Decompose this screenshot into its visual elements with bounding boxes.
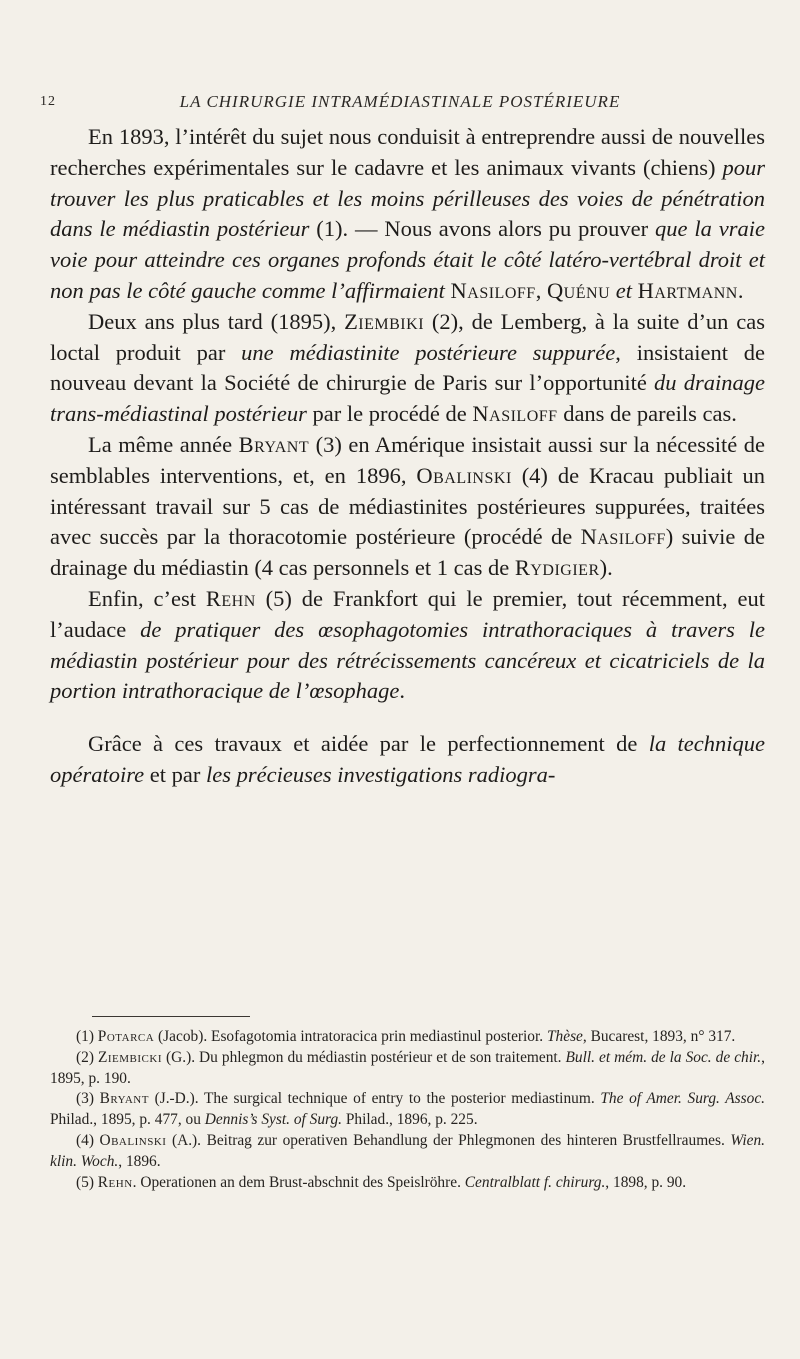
text: , 1896. — [118, 1152, 161, 1170]
italic-text: et — [615, 277, 632, 303]
paragraph-1 — [50, 122, 765, 307]
footnote-number: (1) — [76, 1028, 98, 1045]
text: , Bucarest, 1893, n° 317. — [582, 1028, 736, 1045]
italic-text: une médiastinite postérieure suppurée — [241, 339, 616, 365]
text: (5) de Frankfort qui le premier, tout récemment, eut l’audace — [50, 585, 765, 642]
text: Enfin, c’est — [88, 585, 206, 611]
text: dans de pareils cas. — [557, 401, 737, 427]
author-name: Ziembiki — [344, 308, 425, 334]
text: , insistaient de nouveau devant la Société de chirurgie de Paris sur l’opportunité — [50, 339, 765, 396]
text: et par — [144, 761, 206, 787]
author-name: Nasiloff — [580, 524, 666, 550]
footnote-divider — [92, 1016, 250, 1017]
italic-text: Thèse — [546, 1028, 583, 1045]
running-header — [40, 88, 760, 118]
italic-text: que la vraie voie pour atteindre ces organes profonds était le côté latéro-vertébral droit et non pas le côté gauche comme l’affirmaient — [50, 216, 765, 303]
footnote-3 — [50, 1089, 765, 1131]
footnote-number: (2) — [76, 1048, 98, 1066]
footnote-4 — [50, 1131, 765, 1173]
text: ). — [599, 555, 613, 581]
text: . Operationen an dem Brust-abschnit des Speislröhre. — [132, 1173, 465, 1191]
text: , 1898, p. 90. — [605, 1173, 687, 1191]
paragraph-5 — [50, 729, 765, 791]
author-name: Potarca — [97, 1028, 155, 1045]
italic-text: pour trouver les plus praticables et les moins périlleuses des voies de pénétration dans le médiastin postérieur — [50, 154, 765, 242]
text: par le procédé de — [306, 401, 473, 427]
text: , 1895, p. 190. — [50, 1048, 765, 1087]
text: Deux ans plus tard (1895), — [88, 308, 345, 334]
text: (G.). Du phlegmon du médiastin postérieur et de son traitement. — [161, 1048, 566, 1066]
text: (J.-D.). The surgical technique of entry to the posterior mediastinum. — [148, 1090, 601, 1108]
author-name: Nasiloff — [450, 277, 536, 303]
text: En 1893, l’intérêt du sujet nous conduisit à entreprendre aussi de nouvelles recherches expérimentales sur le cadavre et les animaux vivants (chiens) — [50, 124, 765, 180]
italic-text: les précieuses investigations radiogra- — [206, 761, 556, 787]
author-name: Rehn — [205, 585, 256, 611]
footnote-5 — [50, 1173, 765, 1194]
footnote-number: (4) — [76, 1131, 100, 1149]
author-name: Bryant — [99, 1090, 149, 1108]
author-name: Ziembicki — [97, 1048, 162, 1066]
text: . — [737, 277, 744, 303]
italic-text: Centralblatt f. chirurg. — [464, 1173, 606, 1191]
text: Grâce à ces travaux et aidée par le perfectionnement de — [88, 731, 649, 757]
italic-text: Bull. et mém. de la Soc. de chir. — [565, 1048, 762, 1066]
text: . — [399, 678, 405, 704]
author-name: Quénu — [546, 277, 611, 303]
text: La même année — [88, 431, 239, 457]
author-name: Obalinski — [99, 1131, 167, 1149]
footnotes — [50, 1027, 765, 1193]
text: , — [535, 277, 547, 303]
author-name: Rehn — [97, 1173, 133, 1191]
italic-text: Wien. klin. Woch. — [50, 1131, 765, 1170]
main-text — [50, 122, 765, 791]
author-name: Hartmann — [637, 277, 738, 303]
text: (2), de Lemberg, à la suite d’un cas loctal produit par — [50, 308, 766, 365]
text: (A.). Beitrag zur operativen Behandlung der Phlegmonen des hinteren Brustfellraumes. — [166, 1131, 731, 1149]
author-name: Nasiloff — [472, 401, 558, 427]
text: Philad., 1895, p. 477, ou — [50, 1111, 205, 1129]
footnote-number: (5) — [76, 1173, 98, 1191]
italic-text: du drainage trans-médiastinal postérieur — [50, 370, 765, 427]
author-name: Bryant — [238, 431, 310, 457]
author-name: Obalinski — [416, 462, 512, 488]
paragraph-3 — [50, 430, 765, 584]
text: (Jacob). Esofagotomia intratoracica prin mediastinul posterior. — [154, 1028, 547, 1045]
text: (4) de Kracau publiait un intéressant travail sur 5 cas de médiastinites postérieures suppurées, traitées avec succès par la thoracotomie postérieure (procédé de — [50, 462, 765, 550]
italic-text: la technique opératoire — [50, 731, 765, 787]
italic-text: de pratiquer des œsophagotomies intrathoraciques à travers le médiastin postérieur pour des rétrécissements cancéreux et cicatriciels de la portion intrathoracique de l’œsophage — [50, 616, 765, 704]
paragraph-2 — [50, 307, 765, 430]
text: (3) en Amérique insistait aussi sur la nécessité de semblables interventions, et, en 1896, — [50, 431, 766, 488]
author-name: Rydigier — [514, 555, 600, 581]
text: ) suivie de drainage du médiastin (4 cas personnels et 1 cas de — [50, 524, 765, 581]
footnote-1 — [50, 1027, 765, 1048]
page-number: 12 — [40, 94, 56, 109]
footnote-number: (3) — [76, 1090, 100, 1108]
paragraph-4 — [50, 584, 765, 707]
running-title: LA CHIRURGIE INTRAMÉDIASTINALE POSTÉRIEURE — [179, 92, 621, 111]
footnote-2 — [50, 1048, 765, 1090]
italic-text: Dennis’s Syst. of Surg. — [204, 1111, 343, 1129]
text: (1). — Nous avons alors pu prouver — [309, 216, 656, 242]
italic-text: The of Amer. Surg. Assoc. — [600, 1090, 766, 1108]
text: Philad., 1896, p. 225. — [342, 1111, 478, 1129]
